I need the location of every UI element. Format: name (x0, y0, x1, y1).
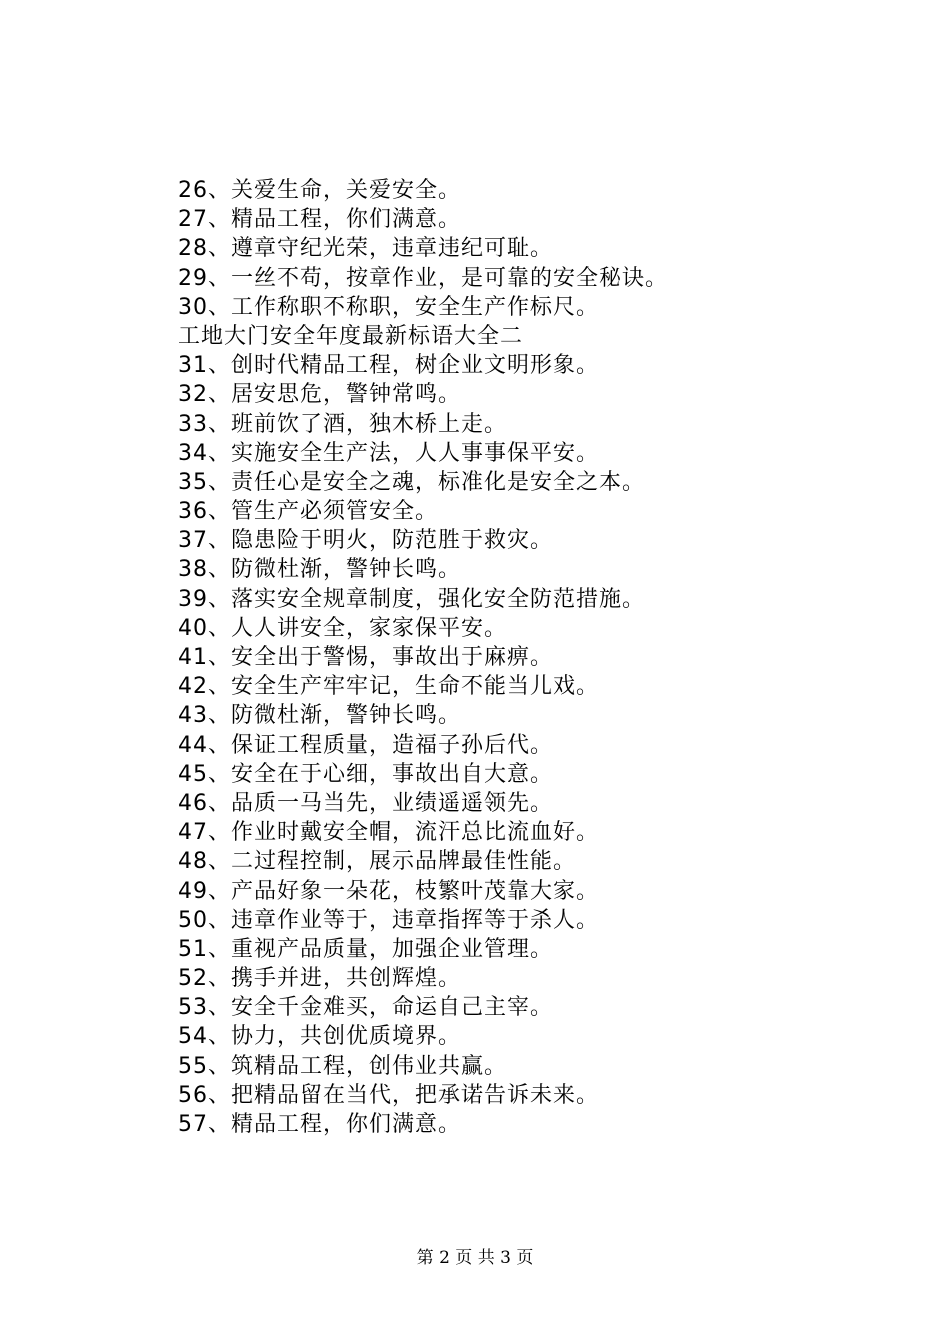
slogan-line: 29、一丝不苟，按章作业，是可靠的安全秘诀。 (178, 265, 668, 291)
slogan-line: 54、协力，共创优质境界。 (178, 1024, 461, 1050)
slogan-line: 53、安全千金难买，命运自己主宰。 (178, 995, 553, 1021)
slogan-line: 36、管生产必须管安全。 (178, 499, 438, 525)
slogan-line: 57、精品工程，你们满意。 (178, 1112, 461, 1137)
slogan-line: 51、重视产品质量，加强企业管理。 (178, 936, 553, 962)
slogan-line: 33、班前饮了酒，独木桥上走。 (178, 411, 507, 437)
slogan-line: 35、责任心是安全之魂，标准化是安全之本。 (178, 469, 645, 495)
slogan-line: 44、保证工程质量，造福子孙后代。 (178, 732, 553, 758)
slogan-line: 31、创时代精品工程，树企业文明形象。 (178, 353, 599, 379)
slogan-line: 27、精品工程，你们满意。 (178, 207, 461, 233)
slogan-line: 38、防微杜渐，警钟长鸣。 (178, 557, 461, 583)
slogan-line: 47、作业时戴安全帽，流汗总比流血好。 (178, 820, 599, 846)
slogan-line: 34、实施安全生产法，人人事事保平安。 (178, 440, 599, 466)
slogan-line: 32、居安思危，警钟常鸣。 (178, 382, 461, 408)
slogan-line: 40、人人讲安全，家家保平安。 (178, 615, 507, 641)
slogan-line: 43、防微杜渐，警钟长鸣。 (178, 703, 461, 729)
slogan-line: 50、违章作业等于，违章指挥等于杀人。 (178, 907, 599, 933)
slogan-list (178, 176, 778, 1139)
slogan-line: 42、安全生产牢牢记，生命不能当儿戏。 (178, 674, 599, 700)
slogan-line: 30、工作称职不称职，安全生产作标尺。 (178, 294, 599, 320)
slogan-line: 39、落实安全规章制度，强化安全防范措施。 (178, 586, 645, 612)
slogan-line: 41、安全出于警惕，事故出于麻痹。 (178, 645, 553, 670)
slogan-line: 52、携手并进，共创辉煌。 (178, 966, 461, 992)
slogan-line: 26、关爱生命，关爱安全。 (178, 178, 461, 203)
slogan-line: 55、筑精品工程，创伟业共赢。 (178, 1053, 507, 1079)
slogan-line: 28、遵章守纪光荣，违章违纪可耻。 (178, 236, 553, 262)
slogan-line: 49、产品好象一朵花，枝繁叶茂靠大家。 (178, 878, 599, 904)
slogan-line: 46、品质一马当先，业绩遥遥领先。 (178, 790, 553, 816)
section-heading: 工地大门安全年度最新标语大全二 (178, 323, 524, 349)
slogan-line: 37、隐患险于明火，防范胜于救灾。 (178, 528, 553, 554)
slogan-line: 45、安全在于心细，事故出自大意。 (178, 761, 553, 787)
page-footer: 第 2 页 共 3 页 (416, 1248, 534, 1268)
slogan-line: 48、二过程控制，展示品牌最佳性能。 (178, 849, 576, 875)
slogan-line: 56、把精品留在当代，把承诺告诉未来。 (178, 1082, 599, 1108)
